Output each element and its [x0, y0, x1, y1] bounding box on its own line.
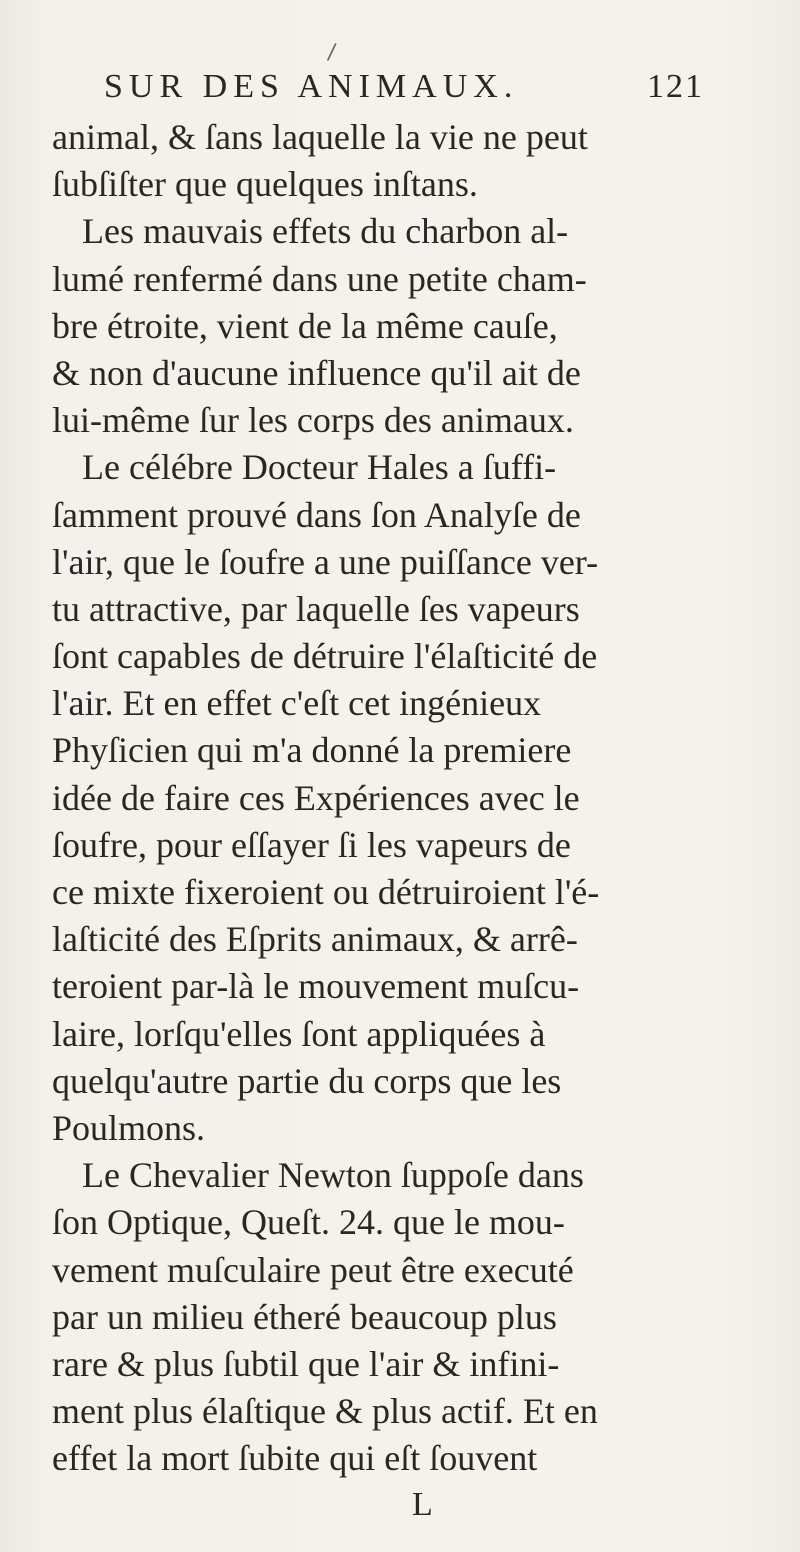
text-line: tu attractive, par laquelle ſes vapeurs: [52, 588, 580, 629]
text-line: & non d'aucune influence qu'il ait de: [52, 352, 581, 393]
text-line: teroient par-là le mouvement muſcu-: [52, 966, 580, 1007]
running-head-title: SUR DES ANIMAUX.: [104, 68, 519, 105]
text-line: lui-même ſur les corps des animaux.: [52, 400, 574, 441]
text-line: ment plus élaſtique & plus actif. Et en: [52, 1391, 598, 1432]
text-line: Le célébre Docteur Hales a ſuffi-: [82, 447, 557, 488]
text-line: Le Chevalier Newton ſuppoſe dans: [82, 1155, 584, 1196]
text-line: Les mauvais effets du charbon al-: [82, 211, 569, 252]
text-line: rare & plus ſubtil que l'air & infini-: [52, 1343, 560, 1384]
text-line: bre étroite, vient de la même cauſe,: [52, 305, 558, 346]
text-line: ſamment prouvé dans ſon Analyſe de: [52, 494, 581, 535]
running-head: [104, 68, 704, 112]
text-line: ce mixte fixeroient ou détruiroient l'é-: [52, 872, 600, 912]
text-line: laire, lorſqu'elles ſont appliquées à: [52, 1013, 546, 1054]
text-line: animal, & ſans laquelle la vie ne peut: [52, 117, 588, 157]
text-line: par un milieu étheré beaucoup plus: [52, 1296, 557, 1337]
text-line: l'air. Et en effet c'eſt cet ingénieux: [52, 683, 542, 724]
text-line: ſon Optique, Queſt. 24. que le mou-: [52, 1202, 565, 1243]
text-line: ſont capables de détruire l'élaſticité de: [52, 636, 598, 677]
text-line: vement muſculaire peut être executé: [52, 1249, 574, 1290]
text-line: quelqu'autre partie du corps que les: [52, 1060, 562, 1101]
text-line: l'air, que le ſoufre a une puiſſance ver-: [52, 541, 599, 582]
body-text: [52, 114, 692, 1482]
catchword: L: [412, 1486, 433, 1523]
page-number: 121: [647, 68, 704, 105]
text-line: lumé renfermé dans une petite cham-: [52, 258, 587, 299]
text-line: effet la mort ſubite qui eſt ſouvent: [52, 1438, 538, 1479]
text-line: ſoufre, pour eſſayer ſi les vapeurs de: [52, 824, 571, 865]
text-line: Poulmons.: [52, 1107, 206, 1148]
ink-mark: /: [326, 39, 338, 66]
text-line: ſubſiſter que quelques inſtans.: [52, 164, 478, 205]
text-line: idée de faire ces Expériences avec le: [52, 777, 580, 818]
text-line: Phyſicien qui m'a donné la premiere: [52, 730, 572, 771]
text-line: laſticité des Eſprits animaux, & arrê-: [52, 919, 578, 960]
